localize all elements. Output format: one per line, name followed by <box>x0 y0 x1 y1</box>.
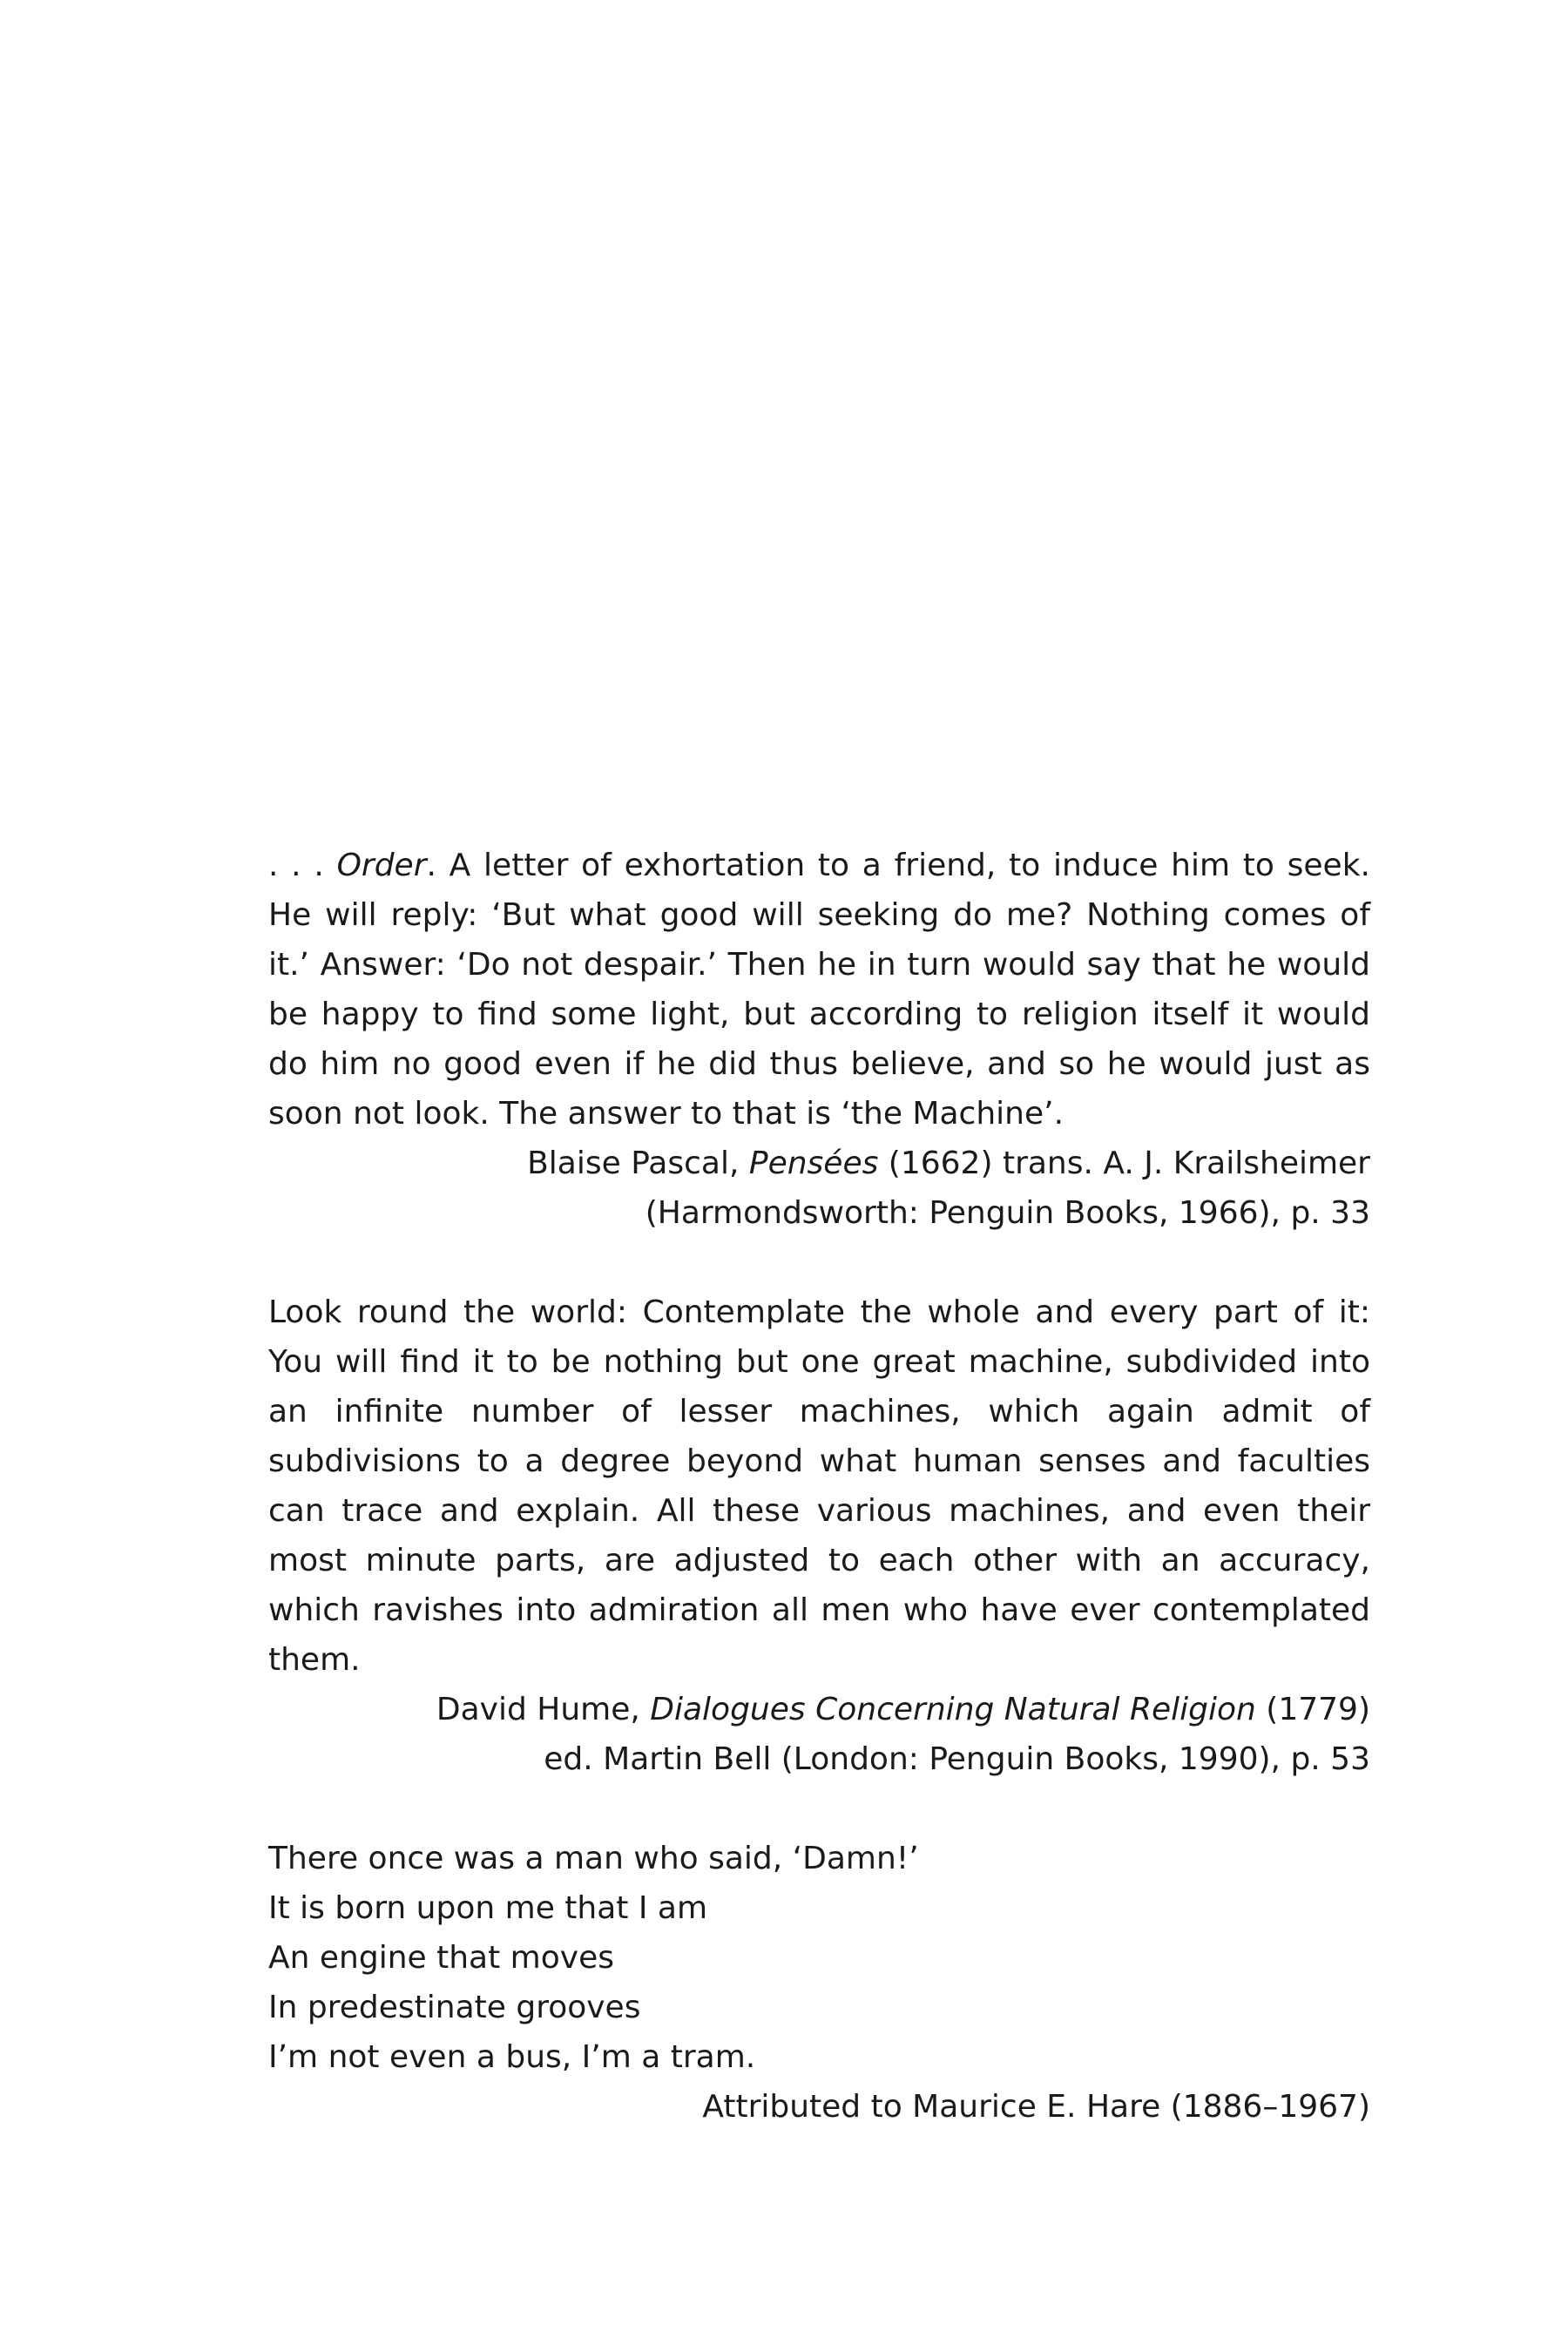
attribution-hume-author: David Hume, <box>436 1692 651 1727</box>
quote-pascal-ellipsis: . . . <box>268 848 337 883</box>
attribution-hume-line1 <box>268 1685 1370 1734</box>
attribution-hare <box>268 2082 1370 2132</box>
quote-hume: Look round the world: Contemplate the whole and every part of it: You will find it to be nothing but one great machine, subdivided into an infinite number of lesser machines, which again admit of subdivisions to a degree beyond what human senses and faculties can trace and explain. All these various machines, and even their most minute parts, are adjusted to each other with an accuracy, which ravishes into admiration all men who have ever contemplated them. <box>268 1294 1370 1678</box>
attribution-pascal-details: (1662) trans. A. J. Krailsheimer <box>878 1146 1370 1181</box>
quote-pascal-text: . A letter of exhortation to a friend, to induce him to seek. He will reply: ‘But what good will seeking do me? Nothing comes of it.’ Answer: ‘Do not despair.’ Then he in turn would say that he would be happy to find some light, but according to religion itself it would do him no good even if he did thus believe, and so he would just as soon not look. The answer to that is ‘the Machine’. <box>268 848 1370 1132</box>
attribution-hume-line2: ed. Martin Bell (London: Penguin Books, 1990), p. 53 <box>544 1741 1370 1777</box>
attribution-pascal-author: Blaise Pascal, <box>527 1146 749 1181</box>
quote-pascal <box>268 841 1370 1139</box>
epigraph-spacer <box>268 1238 1370 1288</box>
limerick-verse <box>268 1834 1370 2082</box>
attribution-hare-line1: Attributed to Maurice E. Hare (1886–1967) <box>702 2089 1370 2125</box>
epigraph-block <box>268 841 1370 2132</box>
attribution-pascal-title: Pensées <box>748 1146 879 1181</box>
attribution-hume-title: Dialogues Concerning Natural Religion <box>650 1692 1256 1727</box>
epigraph-hume <box>268 1288 1370 1784</box>
verse-line: In predestinate grooves <box>268 1990 641 2025</box>
verse-line: I’m not even a bus, I’m a tram. <box>268 2039 756 2075</box>
epigraph-spacer <box>268 1784 1370 1834</box>
epigraph-limerick <box>268 1834 1370 2132</box>
attribution-pascal-line2: (Harmondsworth: Penguin Books, 1966), p. 33 <box>645 1195 1370 1231</box>
epigraph-pascal <box>268 841 1370 1238</box>
attribution-pascal <box>268 1139 1370 1238</box>
verse-line: It is born upon me that I am <box>268 1890 708 1926</box>
attribution-pascal-line1 <box>268 1139 1370 1188</box>
attribution-hume-year: (1779) <box>1255 1692 1370 1727</box>
quote-pascal-italic-order: Order <box>336 848 427 883</box>
verse-line: There once was a man who said, ‘Damn!’ <box>268 1841 919 1876</box>
attribution-hume <box>268 1685 1370 1784</box>
verse-line: An engine that moves <box>268 1940 614 1976</box>
